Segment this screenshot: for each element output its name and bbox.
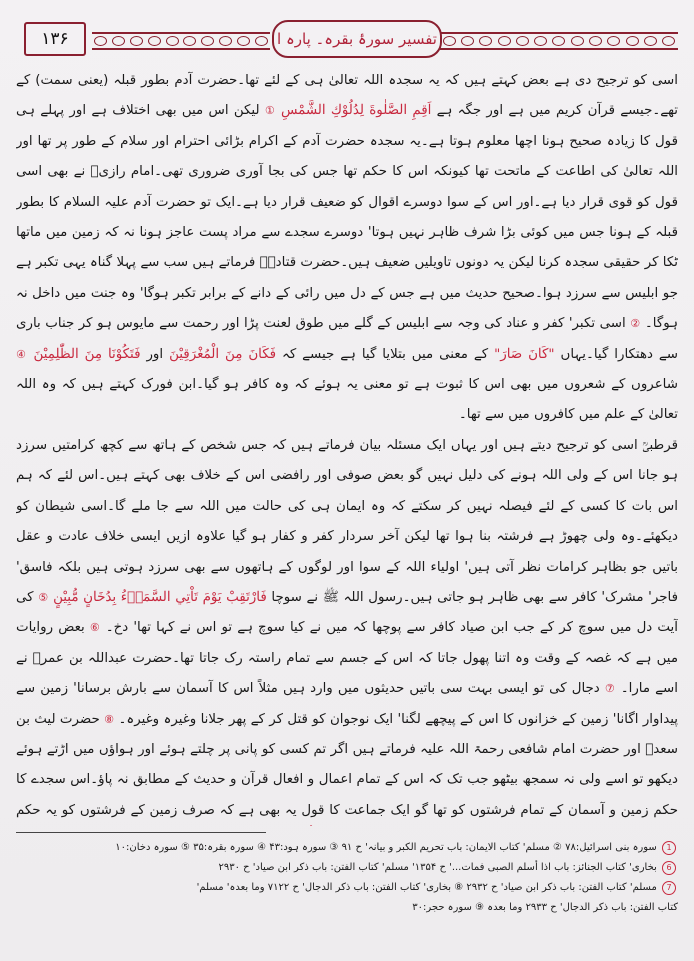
footnote-number: 6 [662, 861, 676, 875]
footnote-line [16, 838, 678, 858]
text-run: کے معنی میں بتلایا گیا ہے جیسے کہ [282, 346, 489, 362]
quran-verse: اَقِمِ الصَّلٰوةَ لِدُلُوْكِ الشَّمْسِ [281, 103, 432, 119]
footnote-line [16, 898, 678, 918]
footnote-marker: ⑥ [89, 621, 101, 635]
text-run: قرطبیؒ اسی کو ترجیح دیتے ہیں اور یہاں ایک مسئلہ بیان فرماتے ہیں کہ جس شخص کے ہاتھ سے کچھ کرامتیں سرزد ہو جانا اس کے ولی اللہ ہونے کی دلیل نہیں گو بعض صوفی اور رافضی اس کے خلاف بھی کہتے ہیں۔اس لئے کہ ہم اس بات کا کسی کے لئے فیصلہ نہیں کر سکتے کہ وہ ایمان ہی کی حالت میں اللہ سے جا ملے گا۔اسی شیطان کو دیکھئے۔وہ ولی چھوڑ ہے فرشتہ بنا ہوا تھا لیکن آخر سردار کفر و کفار ہو گیا علاوہ ازیں ایسی خلاف عادت و عقل باتیں جو بظاہر کرامات نظر آتی ہیں' اولیاء اللہ کے سوا اور لوگوں کے ہاتھوں سے بھی سرزد ہوتی ہیں بلکہ فاسق' فاجر' مشرک' کافر سے بھی ظاہر ہو جاتی ہیں۔رسول اللہ ﷺ نے سوچا [16, 437, 678, 605]
footnote-number: 1 [662, 841, 676, 855]
footnote-number: 7 [662, 881, 676, 895]
text-run: لیکن اس میں بھی اختلاف ہے اور پہلے ہی قول کا زیادہ صحیح ہونا اچھا معلوم ہوتا ہے۔یہ سجدہ حضرت آدم کے اکرام بڑائی احترام اور سلام کے طور پر تھا اور اللہ تعالیٰ کی اطاعت کے ماتحت تھا کیونکہ اس کا حکم تھا جس کی بجا آوری ضروری تھی۔امام رازیؒ نے بھی اسی قول کو قوی قرار دیا ہے۔اور اس کے سوا دوسرے اقوال کو ضعیف قرار دیا ہے۔ایک تو حضرت آدم علیہ السلام کا بطور قبلہ کے ہونا جس میں کوئی بڑا شرف ظاہر نہیں ہوتا' دوسرے سجدے سے مراد پست عاجز ہونا نہ کہ زمین میں ماتھا ٹکا کر حقیقی سجدہ کرنا لیکن یہ دونوں تاویلیں ضعیف ہیں۔حضرت قتادہؒ فرماتے ہیں سب سے پہلا گناہ یہی تکبر ہے جو ابلیس سے سرزد ہوا۔صحیح حدیث میں ہے جس کے دل میں رائی کے دانے کے برابر تکبر ہوگا' وہ جنت میں داخل نہ ہوگا۔ [16, 103, 678, 332]
footnote-separator [16, 832, 266, 833]
text-run: شاعروں کے شعروں میں بھی اس کا ثبوت ہے تو معنی یہ ہوئے کہ وہ کافر ہو گیا۔ابن فورک کہتے ہیں کہ وہ اللہ تعالیٰ کے علم میں کافروں میں سے تھا۔ [16, 377, 678, 423]
running-title: تفسیر سورۂ بقرہ۔ پارہ ا [272, 20, 442, 58]
text-run: اور [146, 346, 164, 362]
text-run: بعض روایات میں ہے کہ غصہ کے وقت وہ اتنا پھول جاتا کہ اس کے جسم سے تمام راستہ رک جاتا تھا۔حضرت عبداللہ بن عمرؓ نے اسے مارا۔ [16, 620, 678, 697]
quran-verse: فَتَكُوْنَا مِنَ الظّٰلِمِيْنَ [33, 346, 141, 362]
decorative-chain-right [440, 32, 678, 50]
arabic-term: "كَانَ صَارَ" [494, 346, 555, 362]
text-run: دجال کی تو ایسی بہت سی باتیں حدیثوں میں وارد ہیں مثلاً اس کا آسمان سے بارش برسانا' زمین سے پیداوار اگانا' زمین کے خزانوں کا اس کے پیچھے لگنا' ایک نوجوان کو قتل کر کے پھر جلانا وغیرہ وغیرہ۔ [16, 681, 678, 727]
footnote-marker: ② [630, 317, 641, 331]
decorative-chain-left [92, 32, 270, 50]
footnotes [16, 838, 678, 956]
text-run: کی آیت دل میں سوچ کر کے جب ابن صیاد کافر سے پوچھا کہ میں نے کیا سوچ ہے تو اس نے کہا تھا' دخ۔ [16, 589, 678, 636]
quran-verse: فَكَانَ مِنَ الْمُغْرَقِيْنَ [169, 346, 277, 362]
quran-verse: فَارْتَقِبْ يَوْمَ تَاْتِي السَّمَاۗءُ بِدُخَانٍ مُّبِيْنٍ [53, 589, 267, 605]
text-run: اسی تکبر' کفر و عناد کی وجہ سے ابلیس کے گلے میں طوق لعنت پڑا اور رحمت سے مایوس ہو کر جناب باری سے دھتکارا گیا۔یہاں [16, 316, 678, 362]
text-run: اسی کو ترجیح دی ہے بعض کہتے ہیں کہ یہ سجدہ اللہ تعالیٰ ہی کے لئے تھا۔حضرت آدم بطور قبلہ (یعنی سمت) کے تھے۔جیسے قرآن کریم میں ہے اور جگہ ہے [16, 73, 678, 119]
paragraph-1 [16, 66, 678, 431]
paragraph-2 [16, 431, 678, 826]
footnote-text: مسلم' کتاب الفتن: باب ذکر ابن صیاد' ح ۲۹۳۲ ⑧ بخاری' کتاب الفتن: باب ذکر الدجال' ح ۷۱۲۲ وما بعدہ' مسلم' [196, 882, 657, 893]
footnote-text: کتاب الفتن: باب ذکر الدجال' ح ۲۹۳۳ وما بعدہ ⑨ سورہ حجر:۳۰ [412, 902, 678, 913]
text-run: حضرت لیث بن سعدؒ اور حضرت امام شافعی رحمۃ اللہ علیہ فرماتے ہیں اگر تم کسی کو پانی پر چلتے ہوئے اور ہواؤں میں اڑتے ہوئے دیکھو تو اسے ولی نہ سمجھ بیٹھو جب تک کہ اس کے تمام اعمال و افعال قرآن و حدیث کے مطابق نہ پاؤ۔اس سجدے کا حکم زمین و آسمان کے تمام فرشتوں کو تھا گو ایک جماعت کا قول یہ بھی ہے کہ صرف زمین کے فرشتوں کو یہ حکم [16, 711, 678, 818]
footnote-marker: ⑦ [604, 682, 616, 696]
footnote-text: بخاری' کتاب الجنائز: باب اذا أسلم الصبی فمات...' ح ۱۳۵۴' مسلم' کتاب الفتن: باب ذکر ابن صیاد' ح ۲۹۳۰ [218, 862, 657, 873]
footnote-line [16, 878, 678, 898]
footnote-text: سورہ بنی اسرائیل:۷۸ ② مسلم' کتاب الایمان: باب تحریم الکبر و بیانہ' ح ۹۱ ③ سورہ ہود:۴۳ ④ سورہ بقرہ:۳۵ ⑤ سورہ دخان:۱۰ [115, 842, 657, 853]
footnote-marker: ① [264, 104, 276, 118]
page-number: ۱۳۶ [24, 22, 86, 56]
page-header [14, 18, 680, 58]
footnote-marker: ⑧ [104, 712, 115, 726]
footnote-line [16, 858, 678, 878]
main-text [16, 66, 678, 826]
footnote-marker: ⑤ [38, 590, 49, 604]
footnote-marker: ④ [16, 347, 28, 361]
